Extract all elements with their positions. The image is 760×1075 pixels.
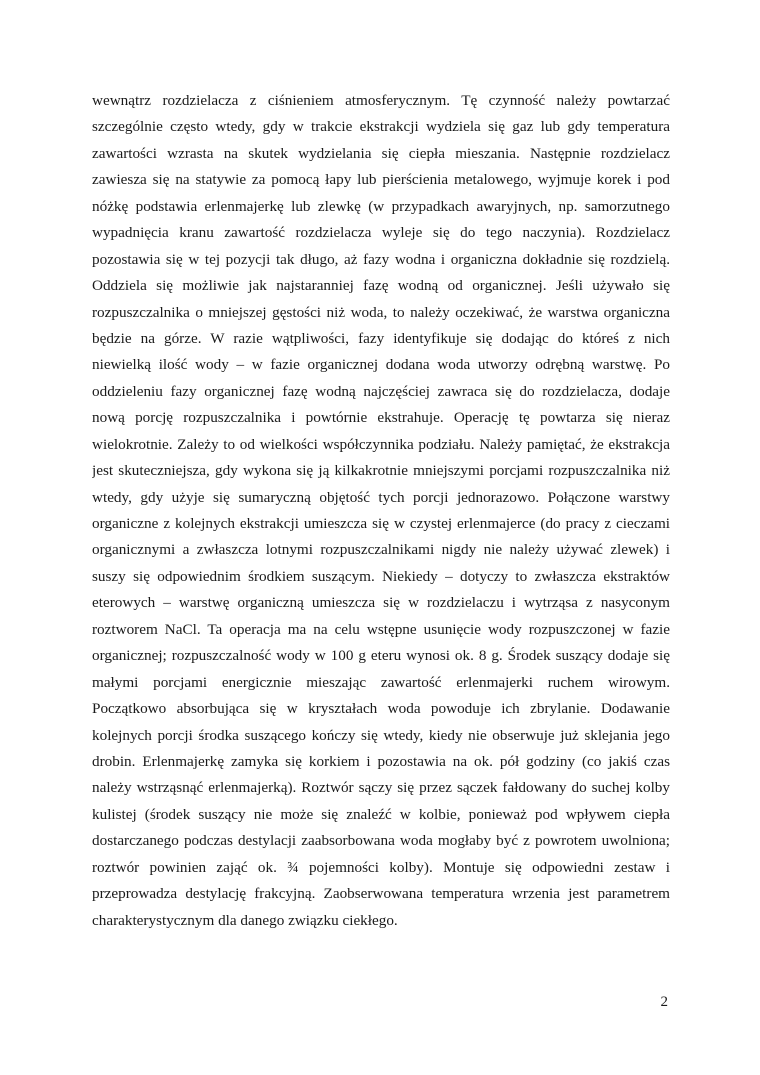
text-line: nóżkę podstawia erlenmajerkę lub zlewkę (w przypadkach awaryjnych, np. samorzutnego xyxy=(92,197,670,215)
text-line: wypadnięcia kranu zawartość rozdzielacza wyleje się do tego naczynia). Rozdzielacz xyxy=(92,224,670,242)
text-line: oddzieleniu fazy organicznej fazę wodną najczęściej zawraca się do rozdzielacza, dodaje xyxy=(92,382,670,400)
text-line: nową porcję rozpuszczalnika i powtórnie ekstrahuje. Operację tę powtarza się nieraz xyxy=(92,409,670,427)
text-line: niewielką ilość wody – w fazie organicznej dodana woda utworzy odrębną warstwę. Po xyxy=(92,356,670,374)
text-line: będzie na górze. W razie wątpliwości, fazy identyfikuje się dodając do któreś z nich xyxy=(92,329,670,347)
text-line: roztwór powinien zająć ok. ¾ pojemności kolby). Montuje się odpowiedni zestaw i xyxy=(92,858,670,876)
text-line: przeprowadza destylację frakcyjną. Zaobserwowana temperatura wrzenia jest parametrem xyxy=(92,885,670,903)
body-paragraph xyxy=(92,88,670,934)
text-line: małymi porcjami energicznie mieszając zawartość erlenmajerki ruchem wirowym. xyxy=(92,673,670,691)
text-line: eterowych – warstwę organiczną umieszcza się w rozdzielaczu i wytrząsa z nasyconym xyxy=(92,594,670,612)
text-line: suszy się odpowiednim środkiem suszącym. Niekiedy – dotyczy to zwłaszcza ekstraktów xyxy=(92,567,670,585)
text-line: kolejnych porcji środka suszącego kończy się wtedy, kiedy nie obserwuje już sklejania jego xyxy=(92,726,670,744)
text-line: dostarczanego podczas destylacji zaabsorbowana woda mogłaby być z powrotem uwolniona; xyxy=(92,832,670,850)
text-line: wielokrotnie. Zależy to od wielkości współczynnika podziału. Należy pamiętać, że ekstrakcja xyxy=(92,435,670,453)
text-line: Oddziela się możliwie jak najstaranniej fazę wodną od organicznej. Jeśli używało się xyxy=(92,277,670,295)
text-line: rozpuszczalnika o mniejszej gęstości niż woda, to należy oczekiwać, że warstwa organiczna xyxy=(92,303,670,321)
page-number: 2 xyxy=(660,994,668,1010)
text-line: kulistej (środek suszący nie może się znaleźć w kolbie, ponieważ pod wpływem ciepła xyxy=(92,805,670,823)
text-line: wtedy, gdy użyje się sumaryczną objętość tych porcji jednorazowo. Połączone warstwy xyxy=(92,488,670,506)
text-line: organiczne z kolejnych ekstrakcji umieszcza się w czystej erlenmajerce (do pracy z cieczami xyxy=(92,515,670,532)
text-line: drobin. Erlenmajerkę zamyka się korkiem i pozostawia na ok. pół godziny (co jakiś czas xyxy=(92,752,670,770)
text-line: zawartości wzrasta na skutek wydzielania się ciepła mieszania. Następnie rozdzielacz xyxy=(92,144,670,162)
text-line: jest skuteczniejsza, gdy wykona się ją kilkakrotnie mniejszymi porcjami rozpuszczalnika niż xyxy=(92,462,670,480)
text-line: pozostawia się w tej pozycji tak długo, aż fazy wodna i organiczna dokładnie się rozdzielą. xyxy=(92,250,670,268)
text-line: wewnątrz rozdzielacza z ciśnieniem atmosferycznym. Tę czynność należy powtarzać xyxy=(92,92,670,109)
text-line: roztworem NaCl. Ta operacja ma na celu wstępne usunięcie wody rozpuszczonej w fazie xyxy=(92,620,670,638)
text-line: należy wstrząsnąć erlenmajerką). Roztwór sączy się przez sączek fałdowany do suchej kolby xyxy=(92,779,670,797)
text-line: Początkowo absorbująca się w kryształach woda powoduje ich zbrylanie. Dodawanie xyxy=(92,700,670,718)
text-line: organicznej; rozpuszczalność wody w 100 g eteru wynosi ok. 8 g. Środek suszący dodaje się xyxy=(92,647,670,665)
text-line: organicznymi a zwłaszcza lotnymi rozpuszczalnikami nigdy nie należy używać zlewek) i xyxy=(92,541,670,559)
text-line: szczególnie często wtedy, gdy w trakcie ekstrakcji wydziela się gaz lub gdy temperatura xyxy=(92,118,670,136)
text-line: zawiesza się na statywie za pomocą łapy lub pierścienia metalowego, wyjmuje korek i pod xyxy=(92,171,670,189)
text-line: charakterystycznym dla danego związku ciekłego. xyxy=(92,911,398,929)
